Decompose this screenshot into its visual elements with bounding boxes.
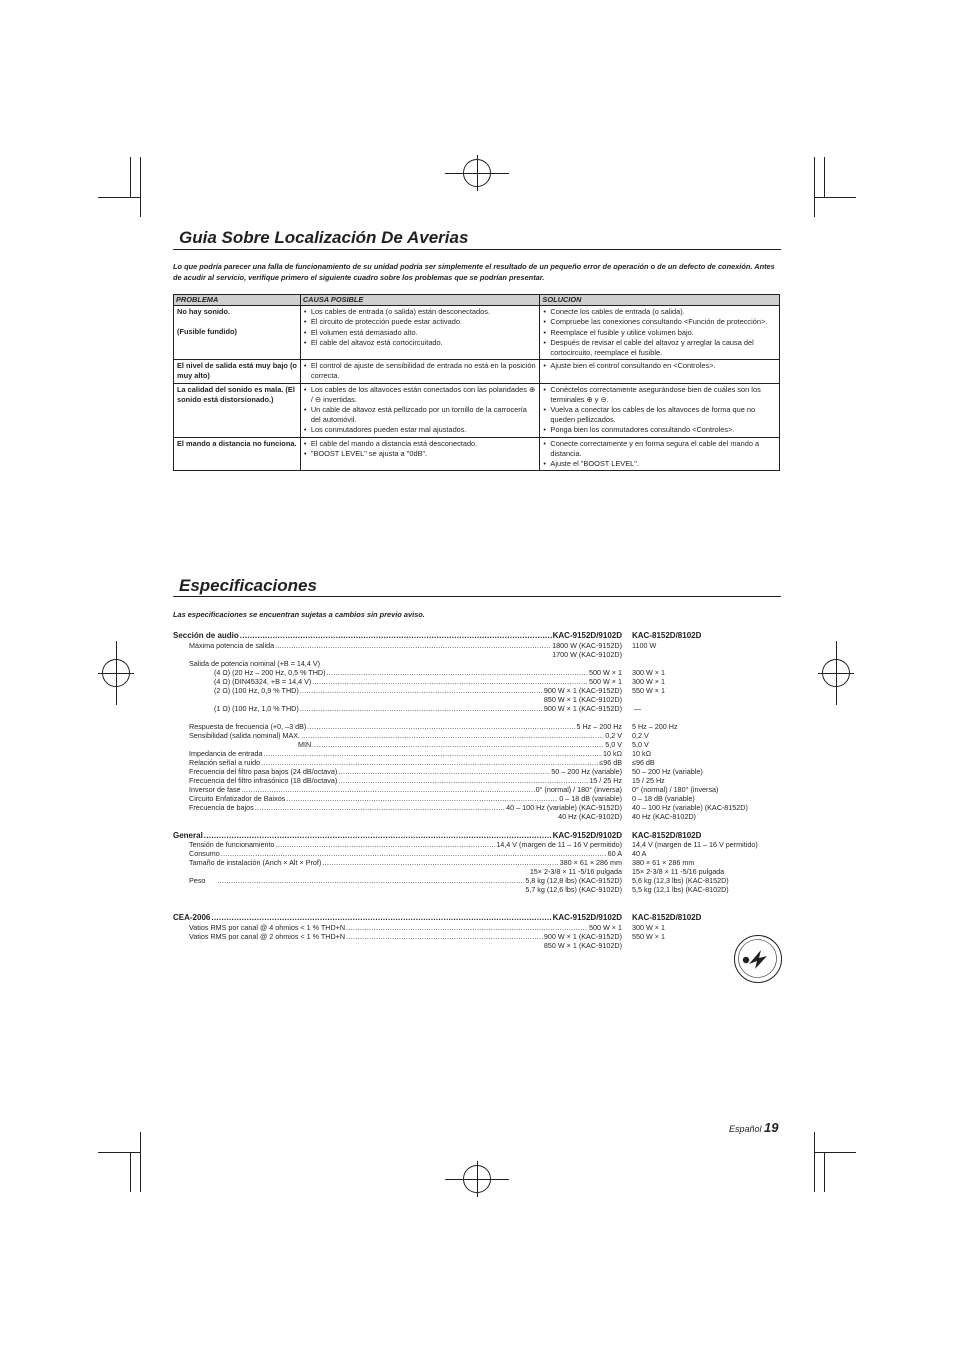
spec-row [189, 794, 622, 803]
cea-badge-icon [735, 936, 780, 981]
spec-label: Tamaño de instalación (Anch × Alt × Prof) [189, 858, 322, 867]
cause-item: • El control de ajuste de sensibilidad de entrada no está en la posición correcta. [304, 361, 538, 381]
spec-value-a: 5,7 kg (12,6 lbs) (KAC-9102D) [525, 885, 622, 894]
leader-dots [261, 758, 598, 767]
cause-cell [300, 360, 540, 383]
spec-value-a: 1800 W (KAC-9152D) [552, 641, 622, 650]
leader-dots [338, 767, 550, 776]
spec-label: Frecuencia del filtro infrasónico (18 dB/octava) [189, 776, 338, 785]
header-cause: CAUSA POSIBLE [300, 295, 540, 306]
leader-dots [275, 641, 551, 650]
spec-value-b: 550 W × 1 [632, 686, 665, 695]
leader-dots [242, 785, 535, 794]
spec-label: Máxima potencia de salida [189, 641, 275, 650]
leader-dots [301, 731, 604, 740]
spec-value-b: 50 – 200 Hz (variable) [632, 767, 703, 776]
spec-value-b: 300 W × 1 [632, 668, 665, 677]
spec-value-a: 0° (normal) / 180° (inversa) [535, 785, 622, 794]
spec-value-a: 15 / 25 Hz [589, 776, 622, 785]
solution-cell [540, 437, 780, 471]
leader-dots [312, 677, 588, 686]
problem-cell [174, 437, 301, 471]
spec-value-a: 14,4 V (margen de 11 – 16 V permitido) [496, 840, 622, 849]
leader-dots [300, 704, 543, 713]
section-label: CEA-2006 [173, 913, 211, 922]
spec-label: Sensibilidad (salida nominal) MAX. [189, 731, 301, 740]
spec-value-b: 0 – 18 dB (variable) [632, 794, 695, 803]
spec-label: Salida de potencia nominal (+B = 14,4 V) [189, 659, 321, 668]
spec-value-b: 1100 W [632, 641, 657, 650]
table-header-row [174, 295, 780, 306]
spec-label: (4 Ω) (DIN45324, +B = 14,4 V) [214, 677, 312, 686]
model-b: KAC-8152D/8102D [632, 913, 702, 922]
spec-value-b: 300 W × 1 [632, 677, 665, 686]
page-number: 19 [764, 1120, 779, 1135]
spec-row [214, 677, 622, 686]
spec-label: Frecuencia de bajos [189, 803, 254, 812]
spec-value-b: 5,0 V [632, 740, 649, 749]
leader-dots [211, 913, 551, 922]
spec-label: Relación señal a ruido [189, 758, 261, 767]
spec-label: Impedancia de entrada [189, 749, 263, 758]
problem-text: El nivel de salida está muy bajo (o muy alto) [177, 361, 297, 381]
spec-label: Respuesta de frecuencia (+0, –3 dB) [189, 722, 307, 731]
spec-label: Consumo [189, 849, 220, 858]
table-row [174, 437, 780, 471]
problem-cell [174, 383, 301, 437]
leader-dots [286, 794, 558, 803]
spec-row [189, 731, 622, 740]
leader-dots [346, 923, 588, 932]
leader-dots [307, 722, 575, 731]
solution-item: • Reemplace el fusible y utilice volumen bajo. [543, 328, 777, 338]
cause-item: • "BOOST LEVEL" se ajusta a "0dB". [304, 449, 538, 459]
spec-label: Circuito Enfatizador de Baixos [189, 794, 286, 803]
spec-value-b: 380 × 61 × 286 mm [632, 858, 695, 867]
spec-value-a: 0 – 18 dB (variable) [559, 794, 622, 803]
section-label: General [173, 831, 203, 840]
leader-dots [300, 686, 543, 695]
solution-item: • Conecte correctamente y en forma segura el cable del mando a distancia. [543, 439, 777, 459]
spec-section-audio [173, 631, 622, 640]
cause-item: • Los conmutadores pueden estar mal ajustados. [304, 425, 538, 435]
cea-compliance-badge [734, 935, 782, 983]
spec-value-a: 500 W × 1 [589, 677, 622, 686]
spec-value-a: 1700 W (KAC-9102D) [552, 650, 622, 659]
spec-label: Vatios RMS por canal @ 4 ohmios < 1 % THD+N [189, 923, 346, 932]
troubleshooting-intro: Lo que podría parecer una falla de funcionamiento de su unidad podría ser simplemente el resultado de un pequeño error de operación o de un defecto de conexión. Antes de acudir al servicio, verifique primero el siguiente cuadro sobre los problemas que se podrían presentar. [173, 262, 775, 282]
spec-row [189, 858, 622, 867]
table-row [174, 383, 780, 437]
leader-dots [255, 803, 505, 812]
spec-row [189, 840, 622, 849]
cause-cell [300, 437, 540, 471]
spec-row [189, 758, 622, 767]
leader-dots [314, 740, 604, 749]
problem-cell [174, 306, 301, 360]
spec-label: (2 Ω) (100 Hz, 0,9 % THD) [214, 686, 299, 695]
cause-item: • El cable del mando a distancia está desconectado. [304, 439, 538, 449]
spec-value-b: 550 W × 1 [632, 932, 665, 941]
spec-value-a: 60 A [607, 849, 622, 858]
spec-label: MIN. [298, 740, 314, 749]
model-b: KAC-8152D/8102D [632, 631, 702, 640]
spec-label: (1 Ω) (100 Hz, 1,0 % THD) [214, 704, 299, 713]
model-b: KAC-8152D/8102D [632, 831, 702, 840]
spec-value-a: 0,2 V [605, 731, 622, 740]
spec-value-b: — [634, 704, 642, 713]
spec-row [189, 641, 622, 650]
spec-value-b: 40 Hz (KAC-8102D) [632, 812, 696, 821]
leader-dots [346, 932, 543, 941]
cause-item: • Un cable de altavoz está pellizcado por un tornillo de la carrocería del automóvil. [304, 405, 538, 425]
spec-row [189, 767, 622, 776]
spec-value-b: ≤96 dB [632, 758, 655, 767]
spec-value-b: 0,2 V [632, 731, 649, 740]
spec-value-a: 850 W × 1 (KAC-9102D) [543, 695, 622, 704]
solution-item: • Conéctelos correctamente asegurándose bien de cuáles son los terminales ⊕ y ⊖. [543, 385, 777, 405]
spec-value-b: 15× 2-3/8 × 11 -5/16 pulgada [632, 867, 725, 876]
leader-dots [204, 831, 552, 840]
spec-row [214, 704, 622, 713]
header-problem: PROBLEMA [174, 295, 301, 306]
spec-label: (4 Ω) (20 Hz – 200 Hz, 0,5 % THD) [214, 668, 326, 677]
spec-row [189, 776, 622, 785]
spec-section-general [173, 831, 622, 840]
leader-dots [327, 668, 589, 677]
leader-dots [240, 631, 552, 640]
table-row [174, 306, 780, 360]
spec-value-b: 5,5 kg (12,1 lbs) (KAC-8102D) [632, 885, 729, 894]
specs-title: Especificaciones [179, 576, 317, 595]
cause-item: • Los cables de los altavoces están conectados con las polaridades ⊕ / ⊖ invertidas. [304, 385, 538, 405]
spec-label: Vatios RMS por canal @ 2 ohmios < 1 % THD+N [189, 932, 346, 941]
spec-value-b: 0° (normal) / 180° (inversa) [632, 785, 719, 794]
header-solution: SOLUCION [540, 295, 780, 306]
spec-row [189, 923, 622, 932]
solution-item: • Después de revisar el cable del altavoz y arreglar la causa del cortocircuito, reemplace el fusible. [543, 338, 777, 358]
solution-cell [540, 306, 780, 360]
solution-item: • Ajuste bien el control consultando en <Controles>. [543, 361, 777, 371]
spec-value-b: 15 / 25 Hz [632, 776, 665, 785]
title-rule [173, 596, 781, 597]
spec-row [298, 740, 622, 749]
spec-value-a: 40 – 100 Hz (variable) (KAC-9152D) [506, 803, 622, 812]
spec-value-b: 10 kΩ [632, 749, 651, 758]
spec-value-a: 850 W × 1 (KAC-9102D) [543, 941, 622, 950]
troubleshooting-table [173, 294, 780, 471]
spec-row [189, 785, 622, 794]
model-a: KAC-9152D/9102D [552, 831, 622, 840]
solution-item: • Ajuste el "BOOST LEVEL". [543, 459, 777, 469]
leader-dots [322, 858, 558, 867]
spec-value-a: 500 W × 1 [589, 923, 622, 932]
spec-value-b: 40 – 100 Hz (variable) (KAC-8152D) [632, 803, 748, 812]
spec-row [189, 849, 622, 858]
section-label: Sección de audio [173, 631, 239, 640]
spec-value-a: 50 – 200 Hz (variable) [551, 767, 622, 776]
spec-value-a: 900 W × 1 (KAC-9152D) [543, 932, 622, 941]
troubleshooting-title: Guia Sobre Localización De Averias [179, 228, 469, 247]
spec-label: Inversor de fase [189, 785, 241, 794]
problem-text: La calidad del sonido es mala. (El sonido está distorsionado.) [177, 384, 295, 404]
solution-cell [540, 360, 780, 383]
problem-gap [177, 317, 298, 327]
spec-label: Frecuencia del filtro pasa bajos (24 dB/octava) [189, 767, 338, 776]
spec-value-a: 380 × 61 × 286 mm [559, 858, 622, 867]
spec-row [189, 876, 622, 885]
spec-label: Tensión de funcionamiento [189, 840, 275, 849]
solution-cell [540, 383, 780, 437]
title-rule [173, 249, 781, 250]
spec-value-b: 14,4 V (margen de 11 – 16 V permitido) [632, 840, 758, 849]
solution-item: • Ponga bien los conmutadores consultando <Controles>. [543, 425, 777, 435]
spec-row [189, 749, 622, 758]
spec-value-a: 5,0 V [605, 740, 622, 749]
problem-text: No hay sonido. [177, 307, 230, 317]
cause-item: • El cable del altavoz está cortocircuitado. [304, 338, 538, 348]
solution-item: • Vuelva a conectar los cables de los altavoces de forma que no queden pellizcados. [543, 405, 777, 425]
cause-item: • Los cables de entrada (o salida) están desconectados. [304, 307, 538, 317]
model-a: KAC-9152D/9102D [552, 631, 622, 640]
footer-language: Español [729, 1124, 762, 1134]
leader-dots [217, 876, 524, 885]
spec-value-b: 300 W × 1 [632, 923, 665, 932]
spec-row [189, 932, 622, 941]
table-row [174, 360, 780, 383]
spec-value-b: 40 A [632, 849, 647, 858]
cause-cell [300, 383, 540, 437]
cause-item: • El circuito de protección puede estar activado. [304, 317, 538, 327]
cause-cell [300, 306, 540, 360]
spec-value-b: 5,6 kg (12,3 lbs) (KAC-8152D) [632, 876, 729, 885]
page-footer [729, 1120, 779, 1135]
spec-row [214, 686, 622, 695]
spec-value-a: 5 Hz – 200 Hz [576, 722, 622, 731]
spec-label: Peso [189, 876, 206, 885]
solution-item: • Compruebe las conexiones consultando <Función de protección>. [543, 317, 777, 327]
spec-value-a: 40 Hz (KAC-9102D) [558, 812, 622, 821]
spec-value-b: 5 Hz – 200 Hz [632, 722, 678, 731]
spec-value-a: 500 W × 1 [589, 668, 622, 677]
spec-value-a: 10 kΩ [603, 749, 622, 758]
spec-row [214, 668, 622, 677]
problem-text: El mando a distancia no funciona. [177, 438, 297, 448]
spec-value-a: 900 W × 1 (KAC-9152D) [543, 704, 622, 713]
spec-value-a: 900 W × 1 (KAC-9152D) [543, 686, 622, 695]
spec-row [189, 803, 622, 812]
cause-item: • El volumen está demasiado alto. [304, 328, 538, 338]
leader-dots [276, 840, 496, 849]
spec-row [189, 722, 622, 731]
specs-notice: Las especificaciones se encuentran sujetas a cambios sin previo aviso. [173, 610, 425, 619]
spec-value-a: 5,8 kg (12,8 lbs) (KAC-9152D) [525, 876, 622, 885]
leader-dots [221, 849, 607, 858]
specs-list [173, 631, 781, 961]
leader-dots [338, 776, 588, 785]
leader-dots [264, 749, 603, 758]
problem-cell [174, 360, 301, 383]
problem-text: (Fusible fundido) [177, 327, 237, 337]
solution-item: • Conecte los cables de entrada (o salida). [543, 307, 777, 317]
spec-value-a: ≤96 dB [599, 758, 622, 767]
model-a: KAC-9152D/9102D [552, 913, 622, 922]
spec-value-a: 15× 2-3/8 × 11 -5/16 pulgada [529, 867, 622, 876]
spec-section-cea [173, 913, 622, 922]
